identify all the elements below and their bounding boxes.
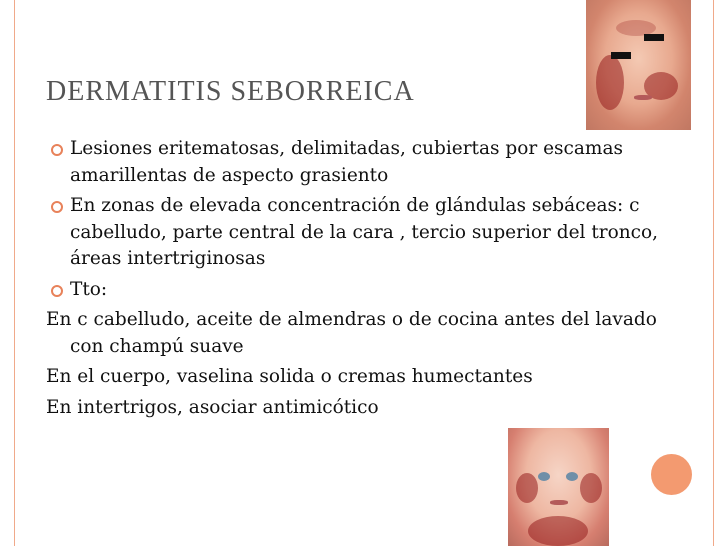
bullet-ring-icon <box>51 144 63 156</box>
bullet-ring-icon <box>51 201 63 213</box>
bullet-item: En zonas de elevada concentración de glándulas sebáceas: c cabelludo, parte central de la cara , tercio superior del tronco, áreas intertriginosas <box>46 193 696 273</box>
baby-photo-bottom <box>508 428 609 546</box>
left-border-line <box>14 0 15 546</box>
decorative-circle <box>651 454 692 495</box>
bullet-item: Lesiones eritematosas, delimitadas, cubiertas por escamas amarillentas de aspecto grasiento <box>46 136 696 189</box>
right-border-line <box>713 0 714 546</box>
text-line: En intertrigos, asociar antimicótico <box>46 396 379 418</box>
eye-censor-bar-right <box>644 34 664 41</box>
bullet-item: Tto: <box>46 277 696 304</box>
text-line: En el cuerpo, vaselina solida o cremas humectantes <box>46 366 533 387</box>
text-line: En c cabelludo, aceite de almendras o de cocina antes del lavado con champú suave <box>46 309 657 357</box>
bullet-ring-icon <box>51 285 63 297</box>
slide-title: DERMATITIS SEBORREICA <box>46 76 415 107</box>
slide-body <box>46 136 696 425</box>
baby-photo-top <box>586 0 691 130</box>
eye-censor-bar-left <box>611 52 631 59</box>
